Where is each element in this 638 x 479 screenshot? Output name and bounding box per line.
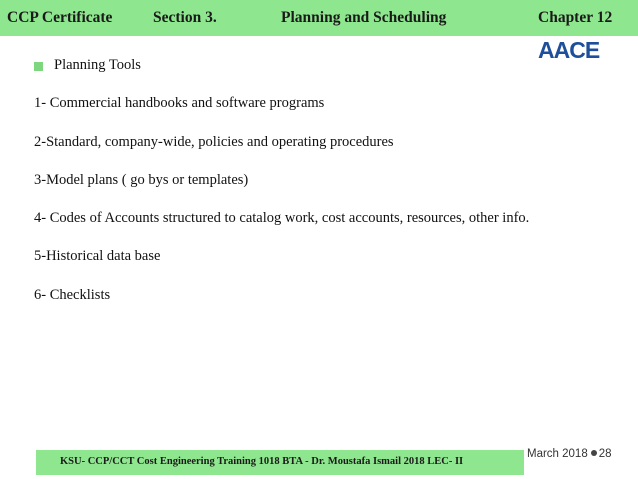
list-item: 6- Checklists [34, 287, 111, 303]
header-section: Section 3. [153, 9, 217, 26]
list-item: 4- Codes of Accounts structured to catalog work, cost accounts, resources, other info. [34, 210, 530, 226]
slide-meta [527, 448, 612, 460]
header-chapter: Chapter 12 [538, 9, 613, 26]
list-item: 1- Commercial handbooks and software programs [34, 95, 325, 111]
footer-text: KSU- CCP/CCT Cost Engineering Training 1018 BTA - Dr. Moustafa Ismail 2018 LEC- II [60, 456, 464, 467]
header-certificate: CCP Certificate [7, 9, 113, 26]
page-number: 28 [598, 448, 612, 460]
separator-dot-icon [591, 450, 597, 456]
list-item: 3-Model plans ( go bys or templates) [34, 172, 249, 188]
aace-logo [538, 38, 616, 62]
header-topic: Planning and Scheduling [281, 9, 447, 26]
aace-logo-text: AACE [538, 38, 600, 62]
footer-bar [36, 450, 524, 475]
list-item: 5-Historical data base [34, 248, 161, 264]
slide-date: March 2018 [527, 448, 588, 460]
bullet-square-icon [34, 62, 43, 71]
bullet-heading-text: Planning Tools [54, 57, 141, 73]
header-bar [0, 0, 638, 36]
list-item: 2-Standard, company-wide, policies and operating procedures [34, 134, 394, 150]
